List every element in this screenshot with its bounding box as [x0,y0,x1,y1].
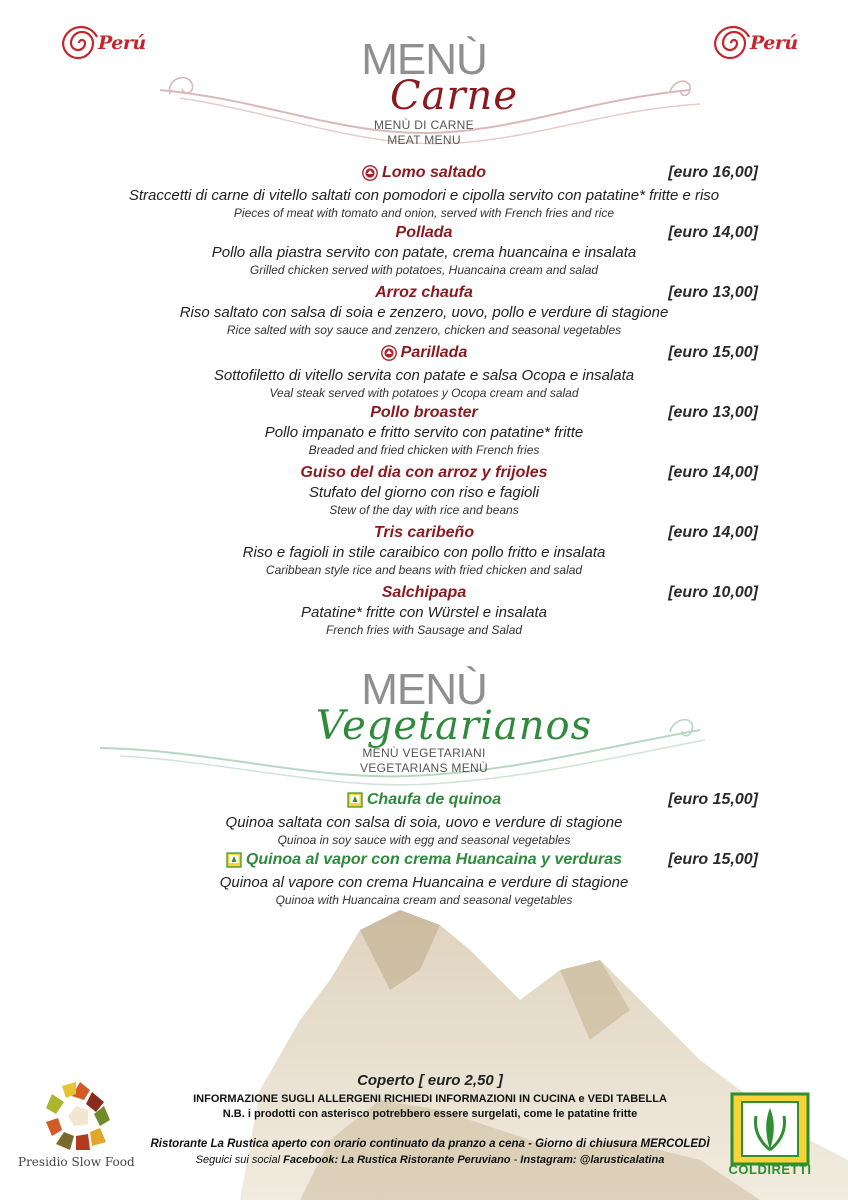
menu-item-name [374,523,474,543]
nb-line: N.B. i prodotti con asterisco potrebbero essere surgelati, come le patatine fritte [222,1108,638,1120]
carne-subtitle-it: MENÙ DI CARNE [374,118,474,132]
menu-item-description-it: Pollo alla piastra servito con patate, crema huancaina e insalata [211,244,637,261]
menu-item-name [347,790,501,810]
opening-hours-line: Ristorante La Rustica aperto con orario continuato da pranzo a cena - Giorno di chiusura MERCOLEDÌ [150,1138,710,1150]
menu-title: MENÙ [361,665,487,714]
menu-item-description-it: Quinoa al vapore con crema Huancaina e verdure di stagione [219,874,629,891]
red-seal-icon [362,165,378,181]
menu-item-description-en: Veal steak served with potatoes y Ocopa cream and salad [269,386,579,400]
menu-item-name-text: Chaufa de quinoa [366,791,502,808]
social-prefix: Seguici sui social [195,1154,281,1166]
menu-item-description-en: Pieces of meat with tomato and onion, served with French fries and rice [233,206,615,220]
facebook-link[interactable]: La Rustica Ristorante Peruviano [341,1154,511,1166]
menu-item-name [396,223,453,243]
menu-item-price: [euro 15,00] [668,344,758,361]
menu-item-name-text: Pollada [395,224,453,241]
red-seal-icon [381,345,397,361]
menu-item-price: [euro 15,00] [668,791,758,808]
menu-item-price: [euro 14,00] [668,464,758,481]
carne-script-title: Carne [389,73,518,119]
menu-item-description-it: Stufato del giorno con riso e fagioli [308,484,540,501]
menu-item-price: [euro 13,00] [668,404,758,421]
facebook-label: Facebook: [283,1154,339,1166]
menu-item-description-en: Stew of the day with rice and beans [329,503,519,517]
menu-item-description-it: Straccetti di carne di vitello saltati con pomodori e cipolla servito con patatine* fritte e riso [128,187,720,204]
menu-item-price: [euro 14,00] [668,224,758,241]
veg-subtitle-en: VEGETARIANS MENÙ [360,761,488,775]
menu-item-description-en: French fries with Sausage and Salad [325,623,523,637]
veg-script-title: Vegetarianos [315,703,593,749]
coldiretti-badge-icon [347,792,363,808]
footer-block [150,1072,710,1168]
menu-item-name [300,463,547,483]
menu-item-name-text: Quinoa al vapor con crema Huancaina y verduras [245,851,623,868]
menu-item-price: [euro 13,00] [668,284,758,301]
coldiretti-badge-icon [226,852,242,868]
instagram-label: Instagram: [520,1154,577,1166]
menu-item-description-it: Riso saltato con salsa di soia e zenzero, uovo, pollo e verdure di stagione [179,304,669,321]
allergeni-line: INFORMAZIONE SUGLI ALLERGENI RICHIEDI INFORMAZIONI IN CUCINA e VEDI TABELLA [193,1093,667,1105]
menu-item-description-en: Breaded and fried chicken with French fries [308,443,540,457]
menu-item-name-text: Tris caribeño [373,524,475,541]
menu-title: MENÙ [361,35,487,84]
menu-item-description-it: Sottofiletto di vitello servita con patate e salsa Ocopa e insalata [213,367,635,384]
menu-item-name-text: Guiso del dia con arroz y frijoles [300,464,548,481]
menu-item-price: [euro 14,00] [668,524,758,541]
menu-item-price: [euro 16,00] [668,164,758,181]
menu-item-name [226,850,622,870]
carne-section-header [0,35,848,148]
menu-item-description-en: Caribbean style rice and beans with fried chicken and salad [265,563,583,577]
menu-item-description-it: Quinoa saltata con salsa di soia, uovo e verdure di stagione [225,814,623,831]
menu-item-description-it: Riso e fagioli in stile caraibico con pollo fritto e insalata [242,544,606,561]
menu-item-description-it: Pollo impanato e fritto servito con patatine* fritte [264,424,584,441]
menu-item-name-text: Pollo broaster [370,404,478,421]
menu-item-description-en: Grilled chicken served with potatoes, Huancaina cream and salad [249,263,599,277]
menu-item-price: [euro 15,00] [668,851,758,868]
menu-item-name-text: Arroz chaufa [375,284,473,301]
menu-item-description-en: Quinoa with Huancaina cream and seasonal vegetables [275,893,573,907]
instagram-link[interactable]: @larusticalatina [579,1154,665,1166]
peru-logo-text: Perú [750,32,798,54]
menu-item-name-text: Parillada [400,344,468,361]
menu-item-price: [euro 10,00] [668,584,758,601]
menu-item-name-text: Lomo saltado [381,164,486,181]
menu-item-name [381,343,468,363]
menu-item-description-en: Quinoa in soy sauce with egg and seasonal vegetables [277,833,571,847]
menu-item-name [382,583,466,603]
coperto-line: Coperto [ euro 2,50 ] [357,1072,503,1089]
menu-item-name [375,283,473,303]
menu-item-description-it: Patatine* fritte con Würstel e insalata [301,604,547,621]
slow-food-label: Presidio Slow Food [18,1155,135,1169]
coldiretti-label: COLDIRETTI [728,1162,812,1177]
menu-item-name [362,163,486,183]
veg-subtitle-it: MENÙ VEGETARIANI [362,746,486,760]
social-line: Seguici sui social Facebook: La Rustica Ristorante Peruviano - Instagram: @larusticalatina [195,1154,665,1166]
peru-logo-text: Perú [98,32,146,54]
menu-item-name [370,403,478,423]
carne-subtitle-en: MEAT MENU [387,133,461,147]
menu-item-description-en: Rice salted with soy sauce and zenzero, chicken and seasonal vegetables [226,323,622,337]
menu-item-name-text: Salchipapa [381,584,467,601]
veg-section-header [0,665,848,776]
